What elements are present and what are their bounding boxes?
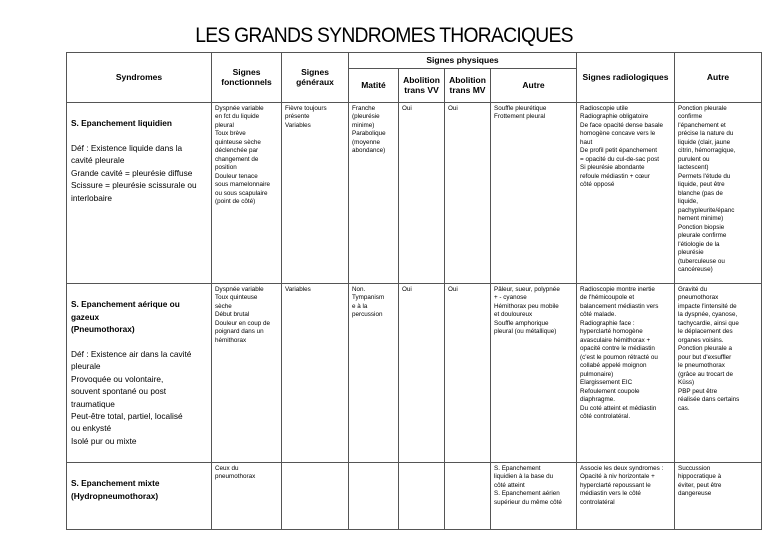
cell-abolition-mv: Oui [445, 102, 491, 283]
cell-radiologiques: Radioscopie utile Radiographie obligatoire De face opacité dense basale homogène concave vers le haut De profil petit épanchement = opacité du cul-de-sac post Si pleurésie abondante refoule médiastin + cœur côté opposé [577, 102, 675, 283]
cell-autre-physique: Souffle pleurétique Frottement pleural [491, 102, 577, 283]
cell-autre: Ponction pleurale confirme l'épanchement et précise la nature du liquide (clair, jaune citrin, hémorragique, purulent ou lactescent) Permets l'étude du liquide, peut être blanche (pas de liquide, pachypleurite/épanc hement minime) Ponction biopsie pleurale confirme l'étiologie de la pleurésie (tuberculeuse ou cancéreuse) [675, 102, 762, 283]
table-row [67, 462, 762, 529]
syndrome-title: S. Epanchement mixte (Hydropneumothorax) [71, 478, 160, 501]
cell-matite: Non. Tympanism e à la percussion [349, 283, 399, 462]
cell-abolition-vv: Oui [399, 102, 445, 283]
syndrome-cell [67, 283, 212, 462]
syndrome-definition: Déf : Existence air dans la cavité pleurale Provoquée ou volontaire, souvent spontané ou post traumatique Peut-être total, partiel, localisé ou enkysté Isolé pur ou mixte [71, 348, 192, 446]
table-row [67, 102, 762, 283]
cell-matite [349, 462, 399, 529]
cell-abolition-mv: Oui [445, 283, 491, 462]
page-title: LES GRANDS SYNDROMES THORACIQUES [195, 24, 573, 47]
header-signes-fonctionnels: Signes fonctionnels [212, 53, 282, 103]
header-matite: Matité [349, 68, 399, 102]
cell-fonctionnels: Ceux du pneumothorax [212, 462, 282, 529]
header-autre: Autre [675, 53, 762, 103]
cell-abolition-mv [445, 462, 491, 529]
cell-abolition-vv [399, 462, 445, 529]
cell-radiologiques: Associe les deux syndromes : Opacité à niv horizontale + hyperclarté repoussant le médiastin vers le côté controlatéral [577, 462, 675, 529]
syndrome-title: S. Epanchement liquidien [71, 118, 172, 129]
header-abolition-mv: Abolition trans MV [445, 68, 491, 102]
syndrome-definition: Déf : Existence liquide dans la cavité pleurale Grande cavité = pleurésie diffuse Scissure = pleurésie scissurale ou interlobaire [71, 142, 197, 203]
cell-generaux [282, 462, 349, 529]
cell-radiologiques: Radioscopie montre inertie de l'hémicoupole et balancement médiastin vers côté malade. Radiographie face : hyperclarté homogène avasculaire hémithorax + opacité contre le médiastin (c'est le poumon rétracté ou collabé appelé moignon pulmonaire) Elargissement EIC Refoulement coupole diaphragme. Du coté atteint et médiastin côté controlatéral. [577, 283, 675, 462]
cell-autre-physique: Pâleur, sueur, polypnée + - cyanose Hémithorax peu mobile et douloureux Souffle amphorique pleural (ou métallique) [491, 283, 577, 462]
cell-autre: Gravité du pneumothorax impacte l'intensité de la dyspnée, cyanose, tachycardie, ainsi que le déplacement des organes voisins. Ponction pleurale a pour but d'exsuffler le pneumothorax (grâce au trocart de Küss) PBP peut être réalisée dans certains cas. [675, 283, 762, 462]
cell-autre-physique: S. Epanchement liquidien à la base du côté atteint S. Epanchement aérien supérieur du même côté [491, 462, 577, 529]
syndrome-cell [67, 102, 212, 283]
cell-generaux: Fièvre toujours présente Variables [282, 102, 349, 283]
header-autre-physique: Autre [491, 68, 577, 102]
cell-fonctionnels: Dyspnée variable Toux quinteuse sèche Début brutal Douleur en coup de poignard dans un hémithorax [212, 283, 282, 462]
header-signes-physiques: Signes physiques [349, 53, 577, 69]
syndromes-table [66, 52, 762, 530]
header-signes-radiologiques: Signes radiologiques [577, 53, 675, 103]
cell-generaux: Variables [282, 283, 349, 462]
header-syndromes: Syndromes [67, 53, 212, 103]
cell-matite: Franche (pleurésie minime) Parabolique (moyenne abondance) [349, 102, 399, 283]
header-signes-generaux: Signes généraux [282, 53, 349, 103]
cell-abolition-vv: Oui [399, 283, 445, 462]
table-row [67, 283, 762, 462]
syndrome-title: S. Epanchement aérique ou gazeux (Pneumothorax) [71, 299, 180, 334]
cell-fonctionnels: Dyspnée variable en fct du liquide pleural Toux brève quinteuse sèche déclenchée par changement de position Douleur tenace sous mamelonnaire ou sous scapulaire (point de côté) [212, 102, 282, 283]
header-abolition-vv: Abolition trans VV [399, 68, 445, 102]
cell-autre: Succussion hippocratique à éviter, peut être dangereuse [675, 462, 762, 529]
syndrome-cell [67, 462, 212, 529]
